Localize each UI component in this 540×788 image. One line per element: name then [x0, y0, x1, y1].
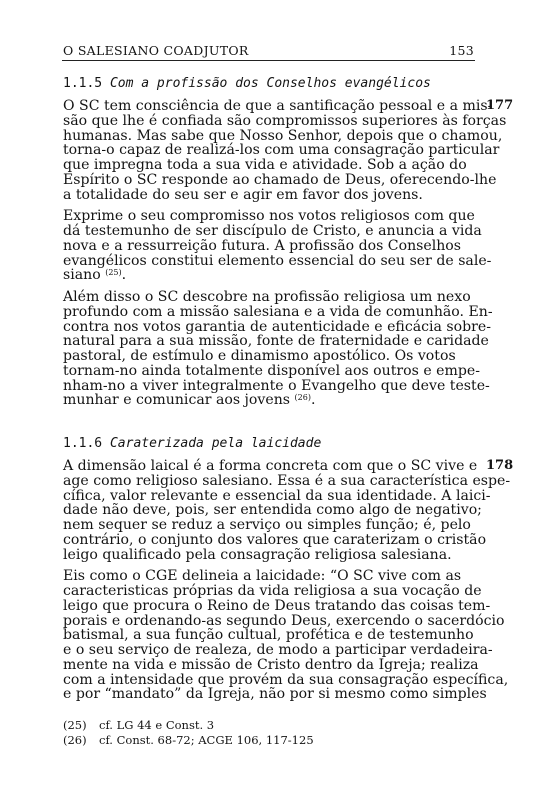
text-line [63, 158, 474, 173]
line-text: munhar e comunicar aos jovens [63, 392, 291, 409]
footnote [63, 718, 474, 733]
text-line [63, 597, 491, 614]
text-line [63, 472, 511, 489]
text-line [63, 612, 505, 629]
text-line [63, 268, 474, 283]
paragraph [63, 289, 493, 409]
text-line [63, 303, 493, 320]
line-text: e o seu serviço de realeza, de modo a participar verdadeira- [63, 642, 493, 658]
line-text: O SC tem consciência de que a santificação pessoal e a mis- [63, 98, 493, 114]
line-text: batismal, a sua função cultual, profética e de testemunho [63, 627, 474, 644]
text-line [63, 127, 503, 144]
footnote [63, 733, 474, 748]
paragraph [63, 458, 514, 563]
line-text: humanas. Mas sabe que Nosso Senhor, depois que o chamou, [63, 127, 503, 144]
text-line [63, 171, 497, 188]
line-text: nem sequer se reduz a serviço ou simples função; é, pelo [63, 517, 471, 533]
line-text: são que lhe é confiada são compromissos superiores às forças [63, 112, 507, 129]
line-text: dá testemunho de ser discípulo de Cristo, e anuncia a vida [63, 223, 482, 239]
line-text: caracteristicas próprias da vida religiosa a sua vocação de [63, 583, 482, 599]
text-line [63, 349, 474, 364]
line-text: com a intensidade que provém da sua consagração específica, [63, 671, 509, 688]
text-line [63, 142, 500, 159]
text-line [63, 583, 482, 599]
line-text: dade não deve, pois, ser entendida como algo de negativo; [63, 502, 482, 519]
running-title: O SALESIANO COADJUTOR [63, 43, 249, 58]
section-heading [63, 436, 474, 452]
line-text: natural para a sua missão, fonte de fraternidade e caridade [63, 333, 489, 350]
line-text: pastoral, de estímulo e dinamismo apostólico. Os votos [63, 348, 456, 364]
text-line [63, 223, 482, 239]
text-line [63, 362, 480, 379]
text-line [63, 548, 474, 563]
line-text: a totalidade do seu ser e agir em favor dos jovens. [63, 186, 423, 203]
page-number: 153 [449, 43, 474, 58]
line-text: tornam-no ainda totalmente disponível aos outros e empe- [63, 362, 480, 379]
line-text: leigo que procura o Reino de Deus tratando das coisas tem- [63, 597, 491, 614]
line-text: Exprime o seu compromisso nos votos religiosos com que [63, 208, 475, 225]
line-text: nham-no a viver integralmente o Evangelho que deve teste- [63, 377, 490, 394]
line-text: Além disso o SC descobre na profissão religiosa um nexo [63, 289, 471, 305]
text-line [63, 487, 491, 504]
paragraph [63, 98, 514, 203]
header-rule [62, 60, 475, 61]
text-line [63, 188, 474, 203]
footnote-marker: (26) [63, 733, 87, 747]
footnote-ref: (26) [294, 393, 311, 403]
line-text: A dimensão laical é a forma concreta com que o SC vive e [63, 458, 478, 474]
margin-number: 177 [486, 98, 514, 113]
text-line [63, 686, 487, 703]
line-text: profundo com a missão salesiana e a vida de comunhão. En- [63, 303, 493, 320]
line-text: torna-o capaz de realizá-los com uma consagração particular [63, 142, 500, 159]
line-text: evangélicos constitui elemento essencial do seu ser de sale- [63, 252, 492, 269]
line-text: Espírito o SC responde ao chamado de Deus, oferecendo-lhe [63, 171, 497, 188]
footnote-text: cf. Const. 68-72; ACGE 106, 117-125 [99, 733, 314, 747]
line-end-punct: . [121, 267, 127, 284]
section-title: Caraterizada pela laicidade [109, 436, 322, 451]
line-text: siano [63, 267, 101, 284]
text-line [63, 569, 474, 584]
line-text: e por “mandato” da Igreja, não por si mesmo como simples [63, 686, 487, 703]
line-text: Eis como o CGE delineia a laicidade: “O SC vive com as [63, 568, 462, 585]
footnote-marker: (25) [63, 718, 87, 732]
section-heading [63, 76, 474, 92]
text-line [63, 458, 478, 474]
paragraph [63, 568, 509, 703]
text-line [63, 642, 493, 658]
section-number: 1.1.6 [63, 436, 103, 451]
text-line [63, 671, 509, 688]
footnotes [63, 718, 474, 748]
line-text: age como religioso salesiano. Essa é a sua característica espe- [63, 472, 511, 489]
text-line [63, 502, 482, 519]
text-line [63, 318, 491, 335]
line-text: nova e a ressurreição futura. A profissão dos Conselhos [63, 237, 462, 254]
text-line [63, 333, 489, 350]
text-line [63, 209, 474, 224]
margin-number: 178 [486, 458, 514, 473]
paragraph [63, 208, 492, 284]
line-text: mente na vida e missão de Cristo dentro da Igreja; realiza [63, 656, 479, 673]
line-text: que impregna toda a sua vida e atividade. Sob a ação do [63, 157, 467, 173]
text-line [63, 531, 487, 548]
footnote-ref: (25) [105, 268, 122, 278]
line-end-punct: . [310, 392, 316, 409]
line-text: contrário, o conjunto dos valores que caraterizam o cristão [63, 531, 487, 548]
text-line [63, 628, 474, 643]
text-line [63, 656, 479, 673]
text-line [63, 239, 474, 254]
text-line [63, 98, 493, 114]
text-line [63, 290, 474, 305]
text-line [63, 252, 492, 269]
text-line [63, 112, 507, 129]
section-title: Com a profissão dos Conselhos evangélicos [109, 76, 431, 91]
line-text: leigo qualificado pela consagração religiosa salesiana. [63, 546, 452, 563]
text-line [63, 377, 490, 394]
footnote-text: cf. LG 44 e Const. 3 [99, 718, 215, 732]
text-line [63, 393, 474, 408]
line-text: porais e ordenando-as segundo Deus, exercendo o sacerdócio [63, 612, 505, 629]
line-text: cífica, valor relevante e essencial da sua identidade. A laici- [63, 487, 491, 504]
running-header [63, 43, 474, 59]
section-number: 1.1.5 [63, 76, 103, 91]
page-body [63, 76, 514, 709]
text-line [63, 518, 474, 533]
line-text: contra nos votos garantia de autenticidade e eficácia sobre- [63, 318, 491, 335]
